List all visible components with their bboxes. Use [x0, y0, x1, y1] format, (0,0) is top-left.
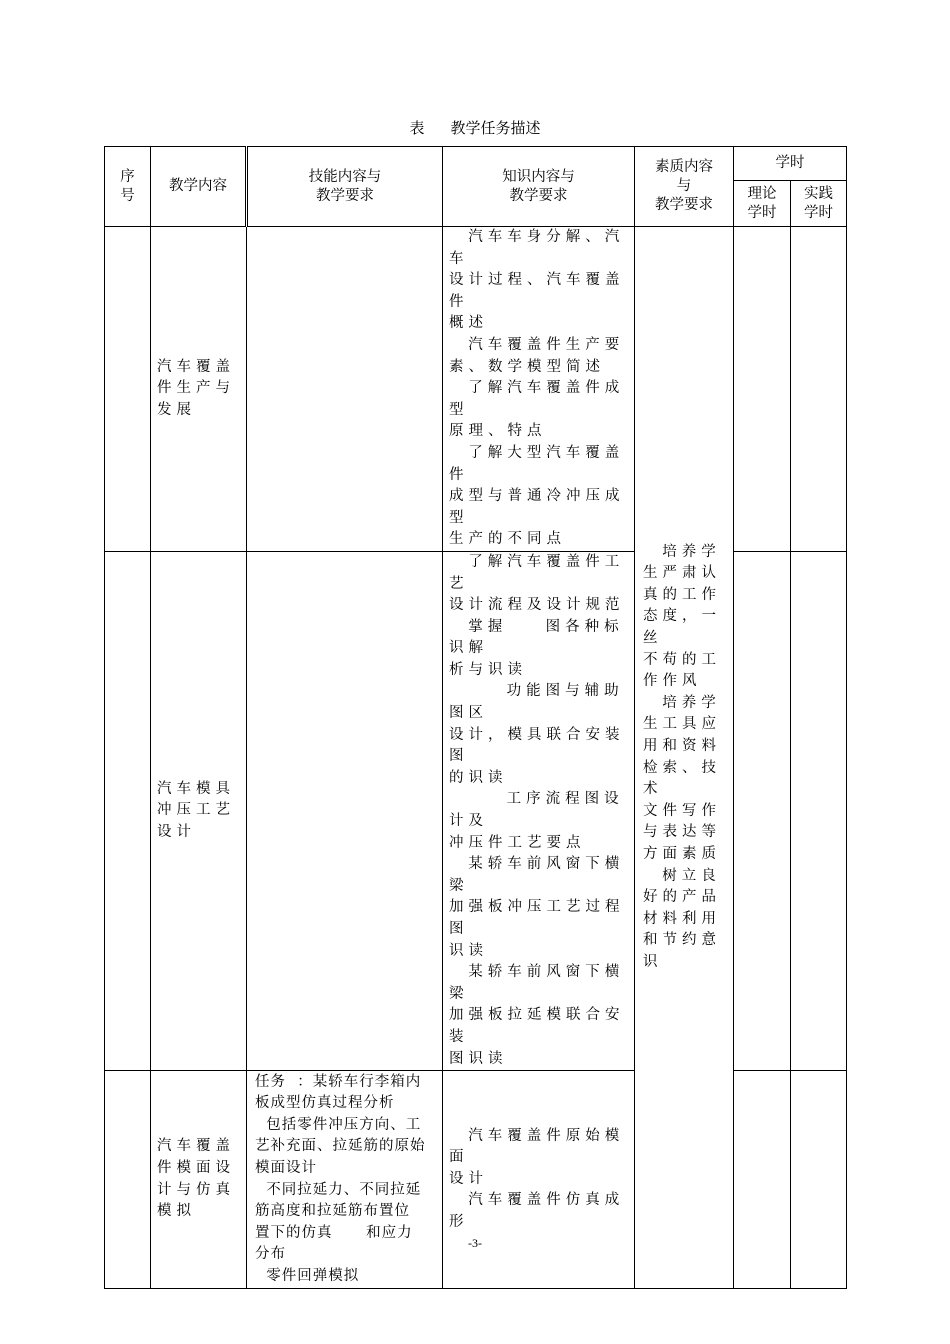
row-knowledge-cell: 了解汽车覆盖件工艺 设计流程及设计规范 掌握 图各种标识解 析与识读 功能图与辅助图区 设计，模具联合安装图 的识读 工序流程图设计及 冲压件工艺要点 某轿车前风窗下横梁 加强板冲压工艺过程图 识读 某轿车前风窗下横梁 加强板拉延模联合安装 图识读 — [443, 551, 635, 1070]
header-quality: 素质内容 与 教学要求 — [635, 147, 734, 227]
row-knowledge-cell: 汽车车身分解、汽车 设计过程、汽车覆盖件 概述 汽车覆盖件生产要 素、数学模型简述 了解汽车覆盖件成型 原理、特点 了解大型汽车覆盖件 成型与普通冷冲压成型 生产的不同点 — [443, 227, 635, 552]
quality-cell: 培养学 生严肃认 真的工作 态度，一丝 不苟的工 作作风 培养学 生工具应 用和资料 检索、技术 文件写作 与表达等 方面素质 树立良 好的产品 材料利用 和节约意 识 — [635, 227, 734, 1289]
table-row — [105, 551, 847, 1070]
row-theory-cell — [734, 551, 791, 1070]
row-practice-cell — [791, 1071, 847, 1289]
table-caption — [0, 117, 950, 138]
header-content: 教学内容 — [151, 147, 247, 227]
row-content-cell: 汽车模具 冲压工艺 设计 — [151, 551, 247, 1070]
row-theory-cell — [734, 227, 791, 552]
caption-prefix: 表 — [409, 119, 425, 137]
page-number: -3- — [468, 1236, 482, 1250]
teaching-task-table — [104, 146, 847, 1289]
table-row — [105, 1071, 847, 1289]
header-skill: 技能内容与 教学要求 — [247, 147, 443, 227]
header-theory-hours: 理论 学时 — [734, 181, 791, 227]
header-knowledge: 知识内容与 教学要求 — [443, 147, 635, 227]
row-knowledge-cell: 汽车覆盖件原始模面 设计 汽车覆盖件仿真成形 — [443, 1071, 635, 1289]
table-row — [105, 227, 847, 552]
header-practice-hours: 实践 学时 — [791, 181, 847, 227]
row-skill-cell: 任务 ：某轿车行李箱内 板成型仿真过程分析 包括零件冲压方向、工 艺补充面、拉延筋的原始 模面设计 不同拉延力、不同拉延 筋高度和拉延筋布置位 置下的仿真 和应力 分布 零件回弹模拟 — [247, 1071, 443, 1289]
row-practice-cell — [791, 551, 847, 1070]
row-seq-cell — [105, 227, 151, 552]
row-seq-cell — [105, 551, 151, 1070]
row-practice-cell — [791, 227, 847, 552]
row-skill-cell — [247, 227, 443, 552]
row-content-cell: 汽车覆盖 件生产与 发展 — [151, 227, 247, 552]
header-hours: 学时 — [734, 147, 847, 181]
row-theory-cell — [734, 1071, 791, 1289]
row-seq-cell — [105, 1071, 151, 1289]
caption-title: 教学任务描述 — [450, 119, 541, 137]
row-content-cell: 汽车覆盖 件模面设 计与仿真 模拟 — [151, 1071, 247, 1289]
row-skill-cell — [247, 551, 443, 1070]
header-seq: 序 号 — [105, 147, 151, 227]
